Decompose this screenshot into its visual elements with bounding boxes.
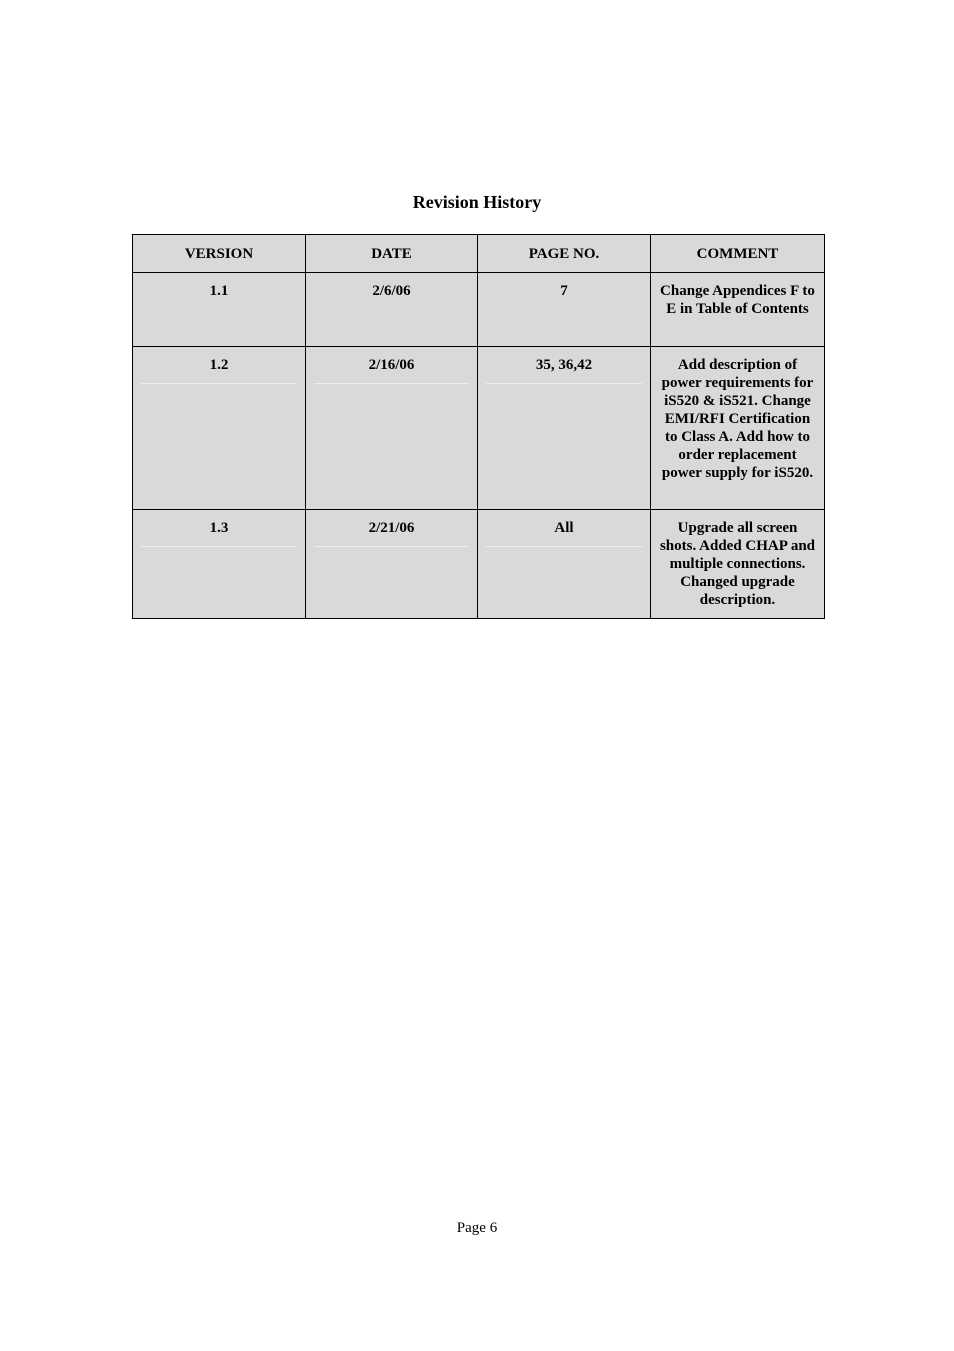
page-no-value: 35, 36,42 <box>535 357 593 373</box>
revision-history-table <box>132 234 825 619</box>
page-no-cell <box>478 510 651 619</box>
version-value: 1.3 <box>209 520 229 536</box>
version-value: 1.2 <box>209 357 229 373</box>
date-value: 2/6/06 <box>372 283 411 299</box>
page-no-value: 7 <box>560 283 568 299</box>
cell-divider <box>141 546 297 547</box>
cell-divider <box>141 383 297 384</box>
table-row <box>133 273 825 347</box>
page-title: Revision History <box>412 192 542 212</box>
header-comment: COMMENT <box>651 235 825 273</box>
table-row <box>133 510 825 619</box>
page-no-value: All <box>554 520 574 536</box>
header-date: DATE <box>306 235 478 273</box>
date-cell <box>306 347 478 510</box>
table-header-row <box>133 235 825 273</box>
date-cell <box>306 273 478 347</box>
comment-cell <box>651 273 825 347</box>
version-value: 1.1 <box>209 283 229 299</box>
version-cell <box>133 347 306 510</box>
version-cell <box>133 510 306 619</box>
date-cell <box>306 510 478 619</box>
version-cell <box>133 273 306 347</box>
comment-value: Change Appendices F to E in Table of Contents <box>660 283 815 317</box>
cell-divider <box>486 546 642 547</box>
date-value: 2/21/06 <box>368 520 415 536</box>
date-value: 2/16/06 <box>368 357 415 373</box>
header-version: VERSION <box>133 235 306 273</box>
header-page-no: PAGE NO. <box>478 235 651 273</box>
table-row <box>133 347 825 510</box>
page-number: Page 6 <box>456 1220 498 1236</box>
cell-divider <box>314 546 469 547</box>
comment-cell <box>651 347 825 510</box>
comment-value: Upgrade all screen shots. Added CHAP and multiple connections. Changed upgrade description. <box>659 520 816 608</box>
cell-divider <box>486 383 642 384</box>
comment-cell <box>651 510 825 619</box>
comment-value: Add description of power requirements for iS520 & iS521. Change EMI/RFI Certification to Class A. Add how to order replacement power supply for iS520. <box>661 357 814 481</box>
page-no-cell <box>478 347 651 510</box>
cell-divider <box>314 383 469 384</box>
page-no-cell <box>478 273 651 347</box>
